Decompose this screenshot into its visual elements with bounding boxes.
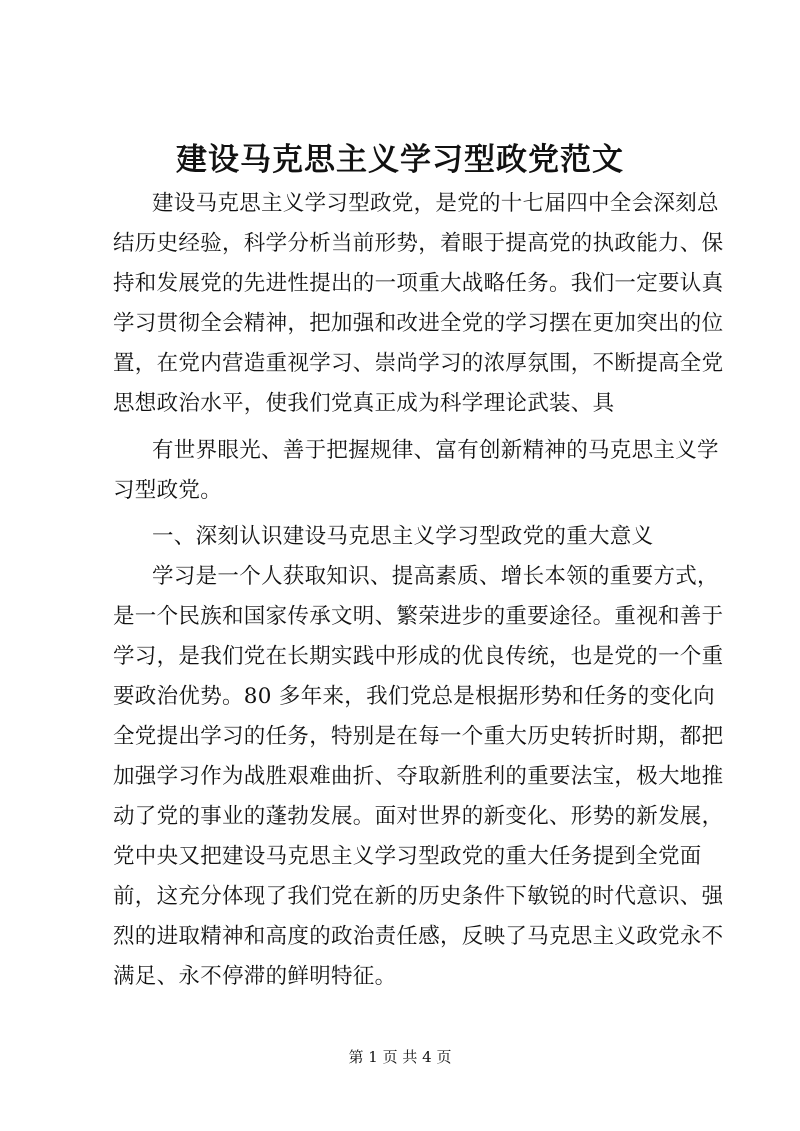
paragraph-line: 持和发展党的先进性提出的一项重大战略任务。我们一定要认真 bbox=[113, 271, 724, 296]
paragraph-line: 满足、永不停滞的鲜明特征。 bbox=[113, 964, 397, 989]
paragraph-line: 加强学习作为战胜艰难曲折、夺取新胜利的重要法宝，极大地推 bbox=[113, 764, 724, 789]
document-title: 建设马克思主义学习型政党范文 bbox=[176, 142, 624, 178]
paragraph-line: 党中央又把建设马克思主义学习型政党的重大任务提到全党面 bbox=[113, 844, 702, 869]
paragraph-line: 有世界眼光、善于把握规律、富有创新精神的马克思主义学 bbox=[152, 438, 719, 463]
paragraph-line: 置，在党内营造重视学习、崇尚学习的浓厚氛围，不断提高全党 bbox=[113, 351, 724, 376]
paragraph-line: 是一个民族和国家传承文明、繁荣进步的重要途径。重视和善于 bbox=[113, 604, 724, 629]
paragraph-line: 学习贯彻全会精神，把加强和改进全党的学习摆在更加突出的位 bbox=[113, 311, 724, 336]
paragraph-line: 前，这充分体现了我们党在新的历史条件下敏锐的时代意识、强 bbox=[113, 884, 724, 909]
paragraph-line: 建设马克思主义学习型政党，是党的十七届四中全会深刻总 bbox=[152, 191, 719, 216]
paragraph-line: 习型政党。 bbox=[113, 478, 223, 503]
paragraph-line: 学习是一个人获取知识、提高素质、增长本领的重要方式， bbox=[152, 564, 719, 589]
paragraph-line: 要政治优势。80 多年来，我们党总是根据形势和任务的变化向 bbox=[113, 684, 715, 709]
paragraph-line: 全党提出学习的任务，特别是在每一个重大历史转折时期，都把 bbox=[113, 724, 724, 749]
paragraph-line: 结历史经验，科学分析当前形势，着眼于提高党的执政能力、保 bbox=[113, 231, 724, 256]
paragraph-line: 烈的进取精神和高度的政治责任感，反映了马克思主义政党永不 bbox=[113, 924, 724, 949]
section-heading: 一、深刻认识建设马克思主义学习型政党的重大意义 bbox=[152, 524, 654, 549]
paragraph-line: 动了党的事业的蓬勃发展。面对世界的新变化、形势的新发展， bbox=[113, 804, 724, 829]
paragraph-line: 学习，是我们党在长期实践中形成的优良传统，也是党的一个重 bbox=[113, 644, 724, 669]
page-number-footer: 第 1 页 共 4 页 bbox=[348, 1048, 452, 1066]
paragraph-line: 思想政治水平，使我们党真正成为科学理论武装、具 bbox=[113, 391, 615, 416]
